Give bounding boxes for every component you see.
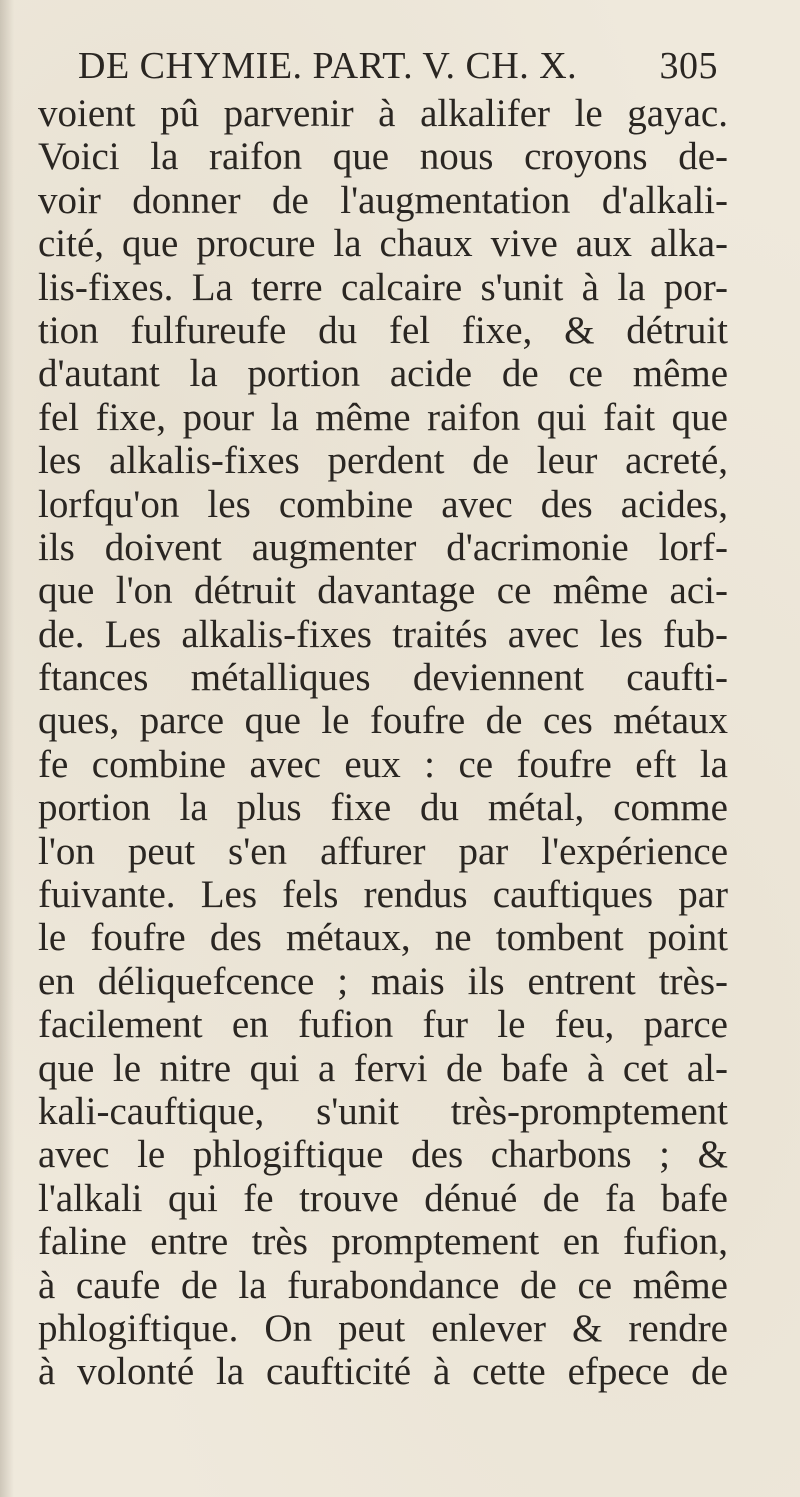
text-line: avec le phlogiftique des charbons ; & <box>38 1133 728 1177</box>
text-line: l'on peut s'en affurer par l'expérience <box>38 829 728 873</box>
text-line: voient pû parvenir à alkalifer le gayac. <box>38 92 728 135</box>
text-line: en déliquefcence ; mais ils entrent très- <box>38 959 728 1003</box>
running-head <box>78 44 718 94</box>
text-line: cité, que procure la chaux vive aux alka- <box>38 222 728 266</box>
text-line: portion la plus fixe du métal, comme <box>38 786 728 830</box>
text-line: Voici la raifon que nous croyons de- <box>38 135 728 179</box>
text-line: faline entre très promptement en fufion, <box>38 1220 728 1264</box>
text-line: lorfqu'on les combine avec des acides, <box>38 482 728 526</box>
text-line: ils doivent augmenter d'acrimonie lorf- <box>38 525 728 569</box>
text-line: fuivante. Les fels rendus cauftiques par <box>38 873 728 917</box>
text-line: fel fixe, pour la même raifon qui fait que <box>38 395 728 439</box>
page-number: 305 <box>659 45 718 87</box>
text-line: facilement en fufion fur le feu, parce <box>38 1003 728 1047</box>
body-text <box>38 92 728 1394</box>
text-line: à caufe de la furabondance de ce même <box>38 1263 728 1307</box>
gutter-shadow <box>0 0 14 1497</box>
text-line: ftances métalliques deviennent caufti- <box>38 656 728 700</box>
text-line: d'autant la portion acide de ce même <box>38 352 728 396</box>
running-title: DE CHYMIE. PART. V. CH. X. <box>78 45 578 87</box>
text-line: de. Les alkalis-fixes traités avec les fub- <box>38 612 728 656</box>
text-line: que l'on détruit davantage ce même aci- <box>38 569 728 613</box>
text-line: phlogiftique. On peut enlever & rendre <box>38 1306 728 1350</box>
text-line: kali-cauftique, s'unit très-promptement <box>38 1089 728 1133</box>
text-line: voir donner de l'augmentation d'alkali- <box>38 178 728 222</box>
text-line: ques, parce que le foufre de ces métaux <box>38 699 728 743</box>
text-line: les alkalis-fixes perdent de leur acreté, <box>38 439 728 483</box>
text-line: à volonté la caufticité à cette efpece de <box>38 1350 728 1394</box>
text-line: que le nitre qui a fervi de bafe à cet al- <box>38 1046 728 1090</box>
text-line: tion fulfureufe du fel fixe, & détruit <box>38 308 728 352</box>
text-line: lis-fixes. La terre calcaire s'unit à la por- <box>38 265 728 309</box>
text-line: fe combine avec eux : ce foufre eft la <box>38 742 728 786</box>
text-line: l'alkali qui fe trouve dénué de fa bafe <box>38 1176 728 1220</box>
text-line: le foufre des métaux, ne tombent point <box>38 916 728 960</box>
